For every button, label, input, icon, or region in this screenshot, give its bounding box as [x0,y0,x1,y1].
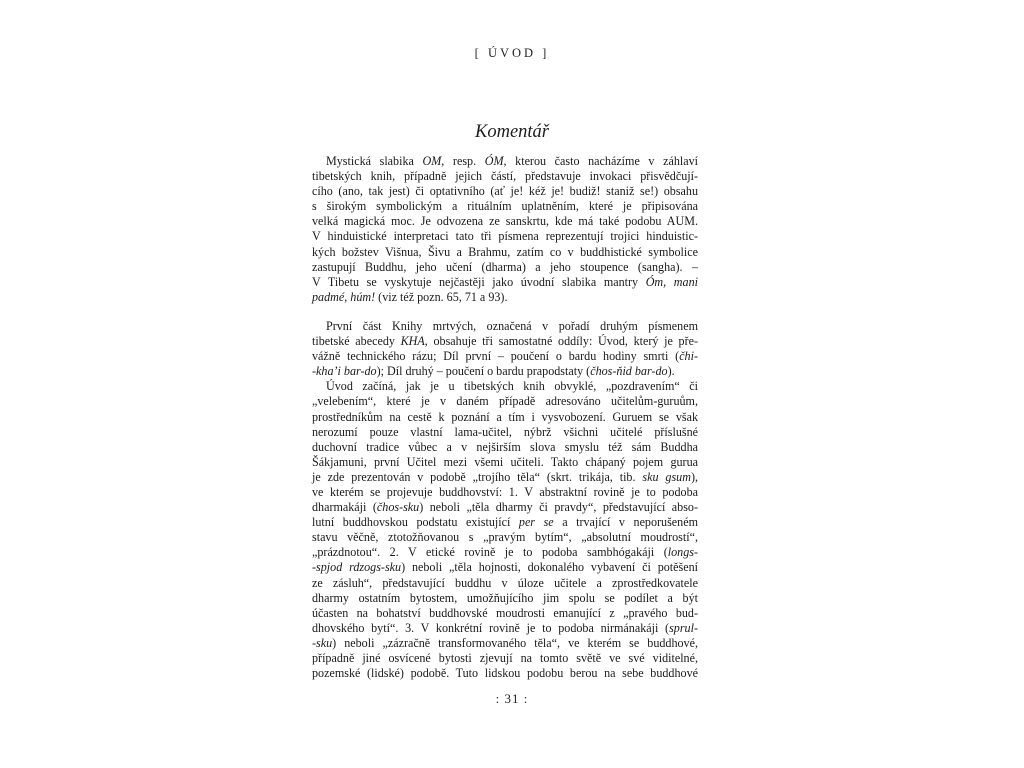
text-line: Šákjamuni, první Učitel mezi všemi učiteli. Takto chápaný pojem gurua [312,454,698,469]
section-title: Komentář [475,122,549,142]
text-line: -kha’i bar-do); Díl druhý – poučení o bardu prapodstaty (čhos-ňid bar-do). [312,364,675,379]
text-line: Mystická slabika OM, resp. ÓM, kterou často nacházíme v záhlaví [326,154,698,168]
text-line: ve kterém se projevuje buddhovství: 1. V abstraktní rovině je to podoba [312,484,698,499]
text-line: dharmy ostatním bytostem, umožňujícího jim spolu se podílet a být [312,590,698,605]
text-line: účasten na bohatství buddhovské moudrosti emanující z „pravého bud- [312,605,698,620]
text-line: dharmakáji (čhos-sku) neboli „těla dharmy či pravdy“, představující abso- [312,500,698,515]
commentary-body [312,154,698,681]
text-line: První část Knihy mrtvých, označená v pořadí druhým písmenem [326,318,698,333]
text-line: ze zásluh“, představující buddhu v úloze učitele a zprostředkovatele [312,575,698,590]
page-number: : 31 : [495,691,529,706]
text-line: kých božstev Višnua, Šivu a Brahmu, zatím co v buddhistické symbolice [312,244,698,259]
text-line: cího (ano, tak jest) či optativního (ať je! kéž je! budiž! staniž se!) obsahu [312,184,698,199]
text-line: případně jiné osvícené bytosti zjevují na tomto světě ve své viditelné, [312,651,698,665]
text-line: stavu věčně, ztotožňovanou s „pravým bytím“, „absolutní moudrostí“, [312,530,698,545]
text-line: s širokým symbolickým a rituálním uplatněním, které je připisována [312,199,698,214]
text-line: lutní buddhovskou podstatu existující per se a trvající v neporušeném [312,515,698,530]
text-line: zastupují Buddhu, jeho učení (dharma) a jeho stoupence (sangha). – [312,259,698,274]
text-line: pozemské (lidské) podobě. Tuto lidskou podobu berou na sebe buddhové [312,666,698,681]
paragraph-3 [312,379,698,681]
text-line: tibetské abecedy KHA, obsahuje tři samostatné oddíly: Úvod, který je pře- [312,334,698,349]
text-line: V hinduistické interpretaci tato tři písmena reprezentují trojici hinduistic- [312,229,698,244]
text-line: duchovní tradice vůbec a v nejširším slova smyslu též sám Buddha [312,439,698,454]
text-line: padmé, húm! (viz též pozn. 65, 71 a 93). [312,289,508,304]
text-line: dhovského bytí“. 3. V konkrétní rovině je to podoba nirmánakáji (sprul- [312,620,698,635]
text-line: nerozumí pouze vlastní lama-učitel, nýbrž všichni učitelé příslušné [312,424,698,439]
text-line: vážně technického rázu; Díl první – poučení o bardu hodiny smrti (čhi- [312,349,698,364]
text-line: „prázdnotou“. 2. V etické rovině je to podoba sambhógakáji (longs- [312,545,698,560]
text-line: -sku) neboli „zázračně transformovaného těla“, ve kterém se buddhové, [312,635,698,650]
text-line: V Tibetu se vyskytuje nejčastěji jako úvodní slabika mantry Óm, mani [312,274,698,289]
text-line: -spjod rdzogs-sku) neboli „těla hojnosti, dokonalého vybavení či potěšení [312,560,698,575]
text-line: velká magická moc. Je odvozena ze sanskrtu, kde má také podobu AUM. [312,214,698,229]
text-line: prostředníkům na cestě k poznání a tím i vysvobození. Guruem se však [312,409,698,424]
running-header: [ ÚVOD ] [474,46,550,60]
paragraph-1 [312,154,698,305]
text-line: tibetských knih, případně jejich částí, představuje invokaci přisvědčují- [312,169,698,184]
text-line: Úvod začíná, jak je u tibetských knih obvyklé, „pozdravením“ či [326,379,698,394]
text-line: „velebením“, které je v daném případě adresováno učitelům-guruům, [312,394,698,409]
paragraph-2 [312,319,698,379]
text-line: je zde prezentován v podobě „trojího těla“ (skrt. trikája, tib. sku gsum), [312,469,698,484]
